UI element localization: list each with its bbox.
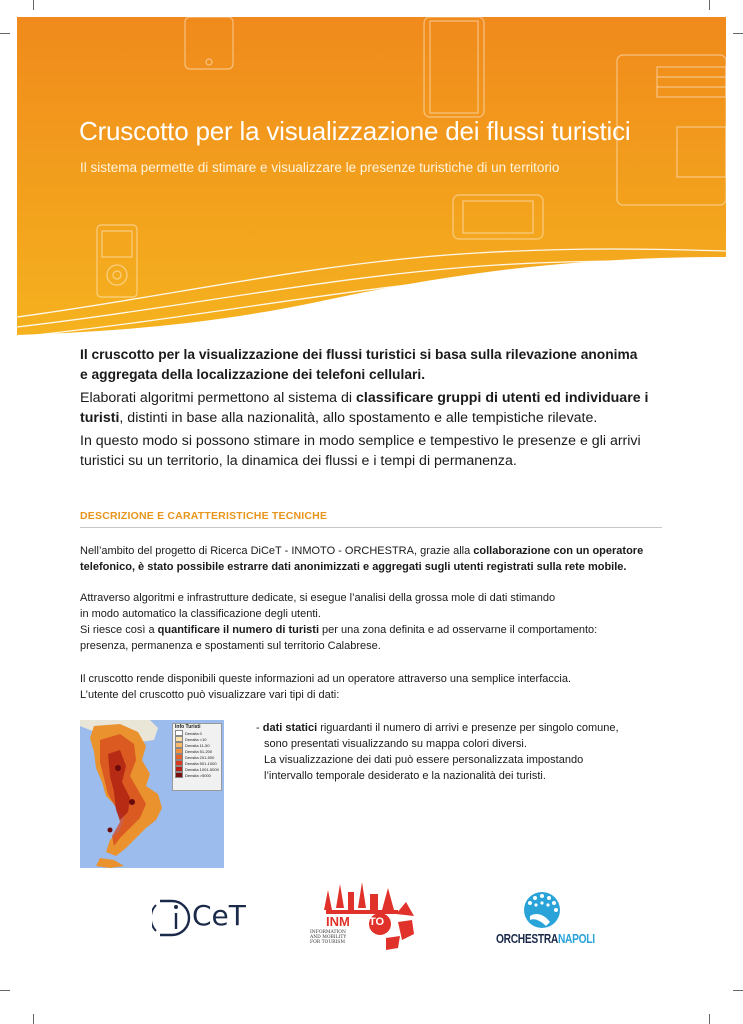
legend-row bbox=[175, 772, 219, 778]
header-banner bbox=[17, 17, 726, 347]
inmoto-logo bbox=[302, 880, 420, 952]
crop-mark bbox=[33, 1014, 34, 1024]
orchestra-wordmark bbox=[496, 932, 595, 946]
legend-label: Densita >5000 bbox=[185, 772, 211, 778]
intro-p2-a: Elaborati algoritmi permettono al sistema di bbox=[80, 390, 356, 406]
bullet-dash: - bbox=[256, 722, 263, 734]
para3-line-2: L’utente del cruscotto può visualizzare vari tipi di dati: bbox=[80, 689, 340, 701]
legend-label: Densita 0 bbox=[185, 730, 202, 736]
dicet-wordmark: CeT bbox=[192, 899, 246, 932]
orchestra-wordmark-b: NAPOLI bbox=[557, 932, 595, 946]
para2-line-1: Attraverso algoritmi e infrastrutture dedicate, si esegue l’analisi della grossa mole di dati stimando bbox=[80, 592, 556, 604]
section-heading: DESCRIZIONE E CARATTERISTICHE TECNICHE bbox=[80, 510, 328, 522]
banner-graphic bbox=[17, 17, 726, 347]
page-subtitle: Il sistema permette di stimare e visualizzare le presenze turistiche di un territorio bbox=[80, 160, 560, 175]
legend-title: Info Turisti bbox=[175, 724, 201, 730]
para2-line-4: presenza, permanenza e spostamenti sul territorio Calabrese. bbox=[80, 640, 381, 652]
section-para-3 bbox=[80, 671, 680, 703]
bullet-line-1: riguardanti il numero di arrivi e presenze per singolo comune, bbox=[317, 722, 619, 734]
legend-label: Densita 1001-5000 bbox=[185, 766, 219, 772]
para3-line-1: Il cruscotto rende disponibili queste informazioni ad un operatore attraverso una semplice interfaccia. bbox=[80, 673, 571, 685]
bullet-line-2: sono presentati visualizzando su mappa colori diversi. bbox=[264, 738, 527, 750]
orchestra-mark-icon bbox=[518, 886, 568, 930]
legend-label: Densita 11-50 bbox=[185, 742, 210, 748]
inmoto-wordmark-a: INM bbox=[326, 914, 350, 929]
inmoto-tagline-3: FOR TOURISM bbox=[310, 940, 345, 945]
intro-p2-bold: classificare gruppi di utenti ed individuare i turisti bbox=[80, 390, 649, 426]
section-para-1 bbox=[80, 543, 680, 575]
intro-p2-b: , distinti in base alla nazionalità, allo spostamento e alle tempistiche rilevate. bbox=[119, 410, 598, 426]
orchestra-logo bbox=[496, 886, 596, 952]
map-legend bbox=[172, 723, 222, 791]
para1-bold: collaborazione con un operatore telefonico, è stato possibile estrarre dati anonimizzati e aggregati sugli utenti registrati sulla rete mobile. bbox=[80, 545, 644, 573]
intro-bold-line-1: Il cruscotto per la visualizzazione dei flussi turistici si basa sulla rilevazione anonima bbox=[80, 347, 638, 362]
orchestra-wordmark-a: ORCHESTRA bbox=[496, 932, 558, 946]
page-title: Cruscotto per la visualizzazione dei flussi turistici bbox=[79, 116, 631, 146]
intro-block bbox=[80, 345, 680, 474]
static-data-bullet bbox=[256, 720, 676, 784]
para2-line-3-bold: quantificare il numero di turisti bbox=[157, 624, 319, 636]
dicet-logo bbox=[152, 895, 252, 941]
intro-bold-line-2: e aggregata della localizzazione dei telefoni cellulari. bbox=[80, 367, 426, 382]
legend-label: Densita 201-500 bbox=[185, 754, 215, 760]
intro-p3: In questo modo si possono stimare in modo semplice e tempestivo le presenze e gli arrivi turistici su un territorio, la dinamica dei flussi e i tempi di permanenza. bbox=[80, 433, 641, 469]
crop-mark bbox=[733, 33, 743, 34]
legend-label: Densita 51-200 bbox=[185, 748, 213, 754]
bullet-bold: dati statici bbox=[262, 722, 318, 734]
legend-label: Densita <10 bbox=[185, 736, 207, 742]
crop-mark bbox=[709, 0, 710, 10]
legend-swatch bbox=[175, 772, 183, 778]
crop-mark bbox=[33, 0, 34, 10]
bullet-line-4: l’intervallo temporale desiderato e la nazionalità dei turisti. bbox=[264, 770, 546, 782]
para1-text: Nell’ambito del progetto di Ricerca DiCeT - INMOTO - ORCHESTRA, grazie alla bbox=[80, 545, 474, 557]
inmoto-tagline-2: AND MOBILITY bbox=[310, 935, 347, 940]
para2-line-3b: per una zona definita e ad osservarne il comportamento: bbox=[319, 624, 598, 636]
crop-mark bbox=[0, 990, 10, 991]
legend-label: Densita 501-1000 bbox=[185, 760, 217, 766]
para2-line-3a: Si riesce così a bbox=[80, 624, 158, 636]
inmoto-tagline bbox=[310, 930, 346, 945]
inmoto-tagline-1: INFORMATION bbox=[310, 930, 346, 935]
inmoto-wordmark-b: TO bbox=[369, 916, 385, 928]
crop-mark bbox=[709, 1014, 710, 1024]
para2-line-2: in modo automatico la classificazione degli utenti. bbox=[80, 608, 321, 620]
crop-mark bbox=[0, 33, 10, 34]
section-para-2 bbox=[80, 590, 680, 654]
bullet-line-3: La visualizzazione dei dati può essere personalizzata impostando bbox=[264, 754, 584, 766]
calabria-density-map bbox=[80, 720, 224, 868]
section-divider bbox=[80, 527, 662, 528]
crop-mark bbox=[733, 990, 743, 991]
